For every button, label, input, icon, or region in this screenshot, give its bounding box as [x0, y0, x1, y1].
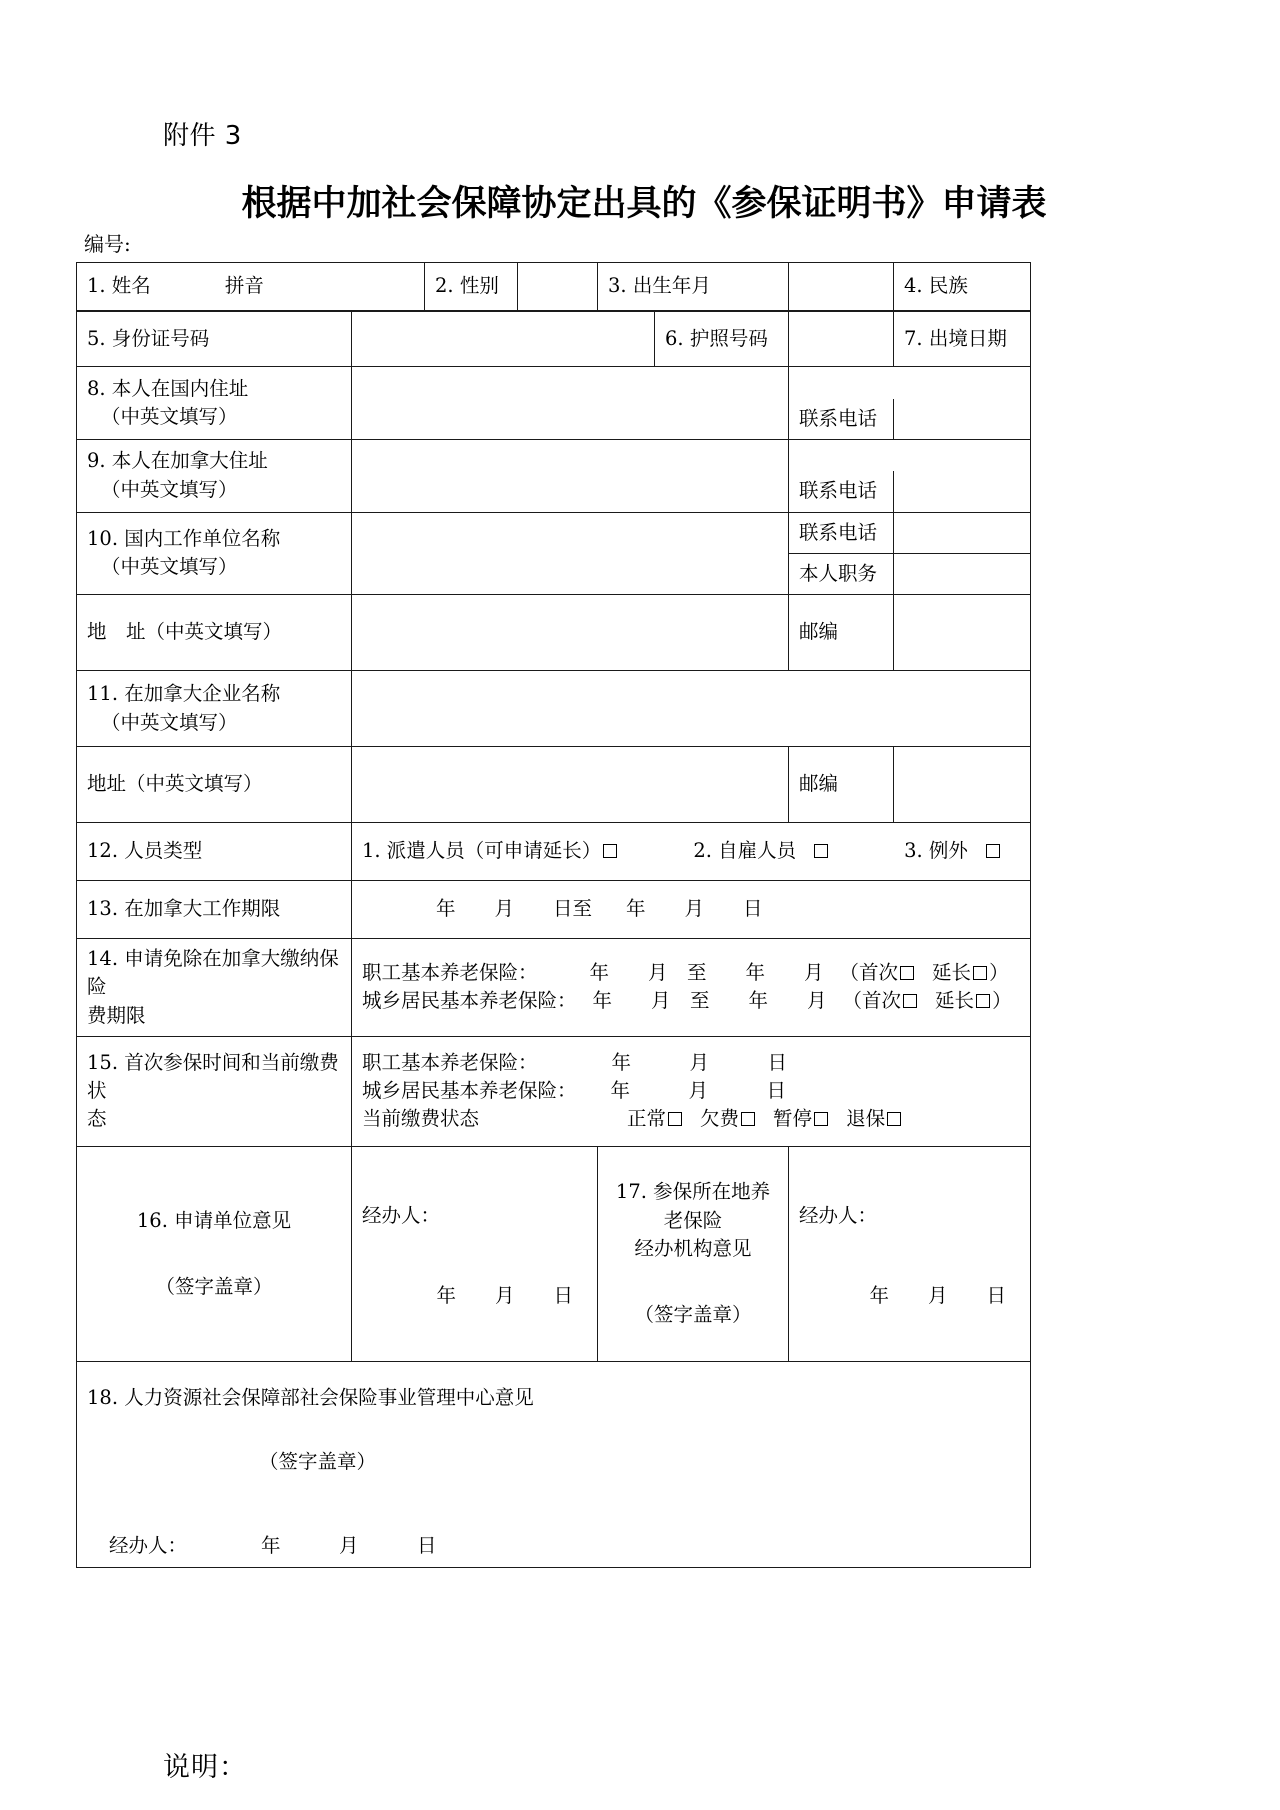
enrollment-employee-pension-line [362, 1049, 1020, 1077]
personnel-type-options [352, 823, 1031, 881]
table-row [77, 881, 1031, 939]
enrollment-resident-pension-date: 年 月 日 [610, 1079, 787, 1103]
table-row [77, 263, 1031, 311]
employer-name-label [77, 512, 352, 595]
canada-company-label-line1: 11. 在加拿大企业名称 [87, 682, 281, 706]
personnel-type-option-2-label: 2. 自雇人员 [693, 839, 797, 863]
personnel-type-label: 12. 人员类型 [77, 823, 352, 881]
canada-phone-label: 联系电话 [789, 471, 894, 512]
enrollment-employee-pension-label: 职工基本养老保险： [362, 1050, 538, 1074]
agency-handler-label: 经办人： [799, 1203, 878, 1227]
employer-name-label-line1: 10. 国内工作单位名称 [87, 527, 281, 551]
exemption-employee-extend-checkbox[interactable] [973, 966, 987, 980]
enrollment-status-label-line1: 15. 首次参保时间和当前缴费状 [87, 1050, 339, 1103]
table-row [77, 367, 1031, 399]
domestic-phone-spacer [789, 367, 1031, 399]
position-value[interactable] [894, 553, 1031, 594]
domestic-phone-value[interactable] [894, 399, 1031, 440]
mohrss-handler-line [87, 1532, 1020, 1560]
table-row [77, 312, 1031, 367]
canada-company-postcode-value[interactable] [894, 747, 1031, 823]
table-row [77, 939, 1031, 1037]
mohrss-date-line: 年 月 日 [261, 1534, 437, 1558]
enrollment-resident-pension-label: 城乡居民基本养老保险： [362, 1079, 577, 1103]
table-row [77, 512, 1031, 553]
personnel-type-option-1-checkbox[interactable] [603, 844, 617, 858]
mohrss-handler-label: 经办人： [109, 1534, 188, 1558]
exemption-resident-pension-line [362, 987, 1020, 1015]
exemption-period-label [77, 939, 352, 1037]
applicant-opinion-signature-cell[interactable] [352, 1146, 598, 1361]
gender-label: 2. 性别 [425, 263, 518, 311]
canada-address-label [77, 439, 352, 512]
birth-label: 3. 出生年月 [598, 263, 789, 311]
employer-postcode-label: 邮编 [789, 595, 894, 671]
id-number-value[interactable] [352, 312, 655, 367]
gender-value[interactable] [518, 263, 598, 311]
applicant-handler-label: 经办人： [362, 1203, 441, 1227]
agency-opinion-title-cell [598, 1146, 789, 1361]
domestic-address-label-line2: （中英文填写） [101, 404, 238, 428]
employer-phone-label: 联系电话 [789, 512, 894, 553]
canada-address-label-line1: 9. 本人在加拿大住址 [87, 449, 268, 473]
mohrss-sign-note: （签字盖章） [259, 1450, 377, 1474]
table-row [77, 595, 1031, 671]
table-row [77, 1036, 1031, 1146]
current-payment-status-label: 当前缴费状态 [362, 1107, 480, 1131]
payment-status-withdrawn-checkbox[interactable] [887, 1112, 901, 1126]
exemption-resident-close-paren: ） [992, 989, 1012, 1013]
birth-value[interactable] [789, 263, 894, 311]
exemption-resident-first-label: （首次 [842, 989, 902, 1013]
canada-company-label-line2: （中英文填写） [101, 710, 238, 734]
page-title: 根据中加社会保障协定出具的《参保证明书》申请表 [241, 184, 1047, 224]
exemption-resident-first-checkbox[interactable] [903, 994, 917, 1008]
domestic-address-label-line1: 8. 本人在国内住址 [87, 376, 249, 400]
agency-opinion-title-line2: 经办机构意见 [634, 1236, 752, 1260]
exemption-period-label-line1: 14. 申请免除在加拿大缴纳保险 [87, 947, 339, 999]
position-label: 本人职务 [789, 553, 894, 594]
exemption-employee-close-paren: ） [989, 961, 1009, 985]
agency-date-line: 年 月 日 [869, 1283, 1007, 1307]
exemption-employee-extend-label: 延长 [932, 961, 972, 985]
employer-phone-value[interactable] [894, 512, 1031, 553]
exemption-employee-pension-label: 职工基本养老保险： [362, 961, 538, 985]
table-row [77, 747, 1031, 823]
applicant-opinion-sign-note: （签字盖章） [155, 1274, 273, 1298]
work-period-label: 13. 在加拿大工作期限 [77, 881, 352, 939]
application-form [76, 262, 1030, 1568]
employer-postcode-value[interactable] [894, 595, 1031, 671]
payment-status-arrears-label: 欠费 [700, 1107, 740, 1131]
personnel-type-option-2-checkbox[interactable] [814, 844, 828, 858]
mohrss-opinion-cell[interactable] [77, 1361, 1031, 1567]
payment-status-arrears-checkbox[interactable] [741, 1112, 755, 1126]
payment-status-normal-label: 正常 [627, 1107, 667, 1131]
canada-company-label [77, 671, 352, 747]
enrollment-status-value [352, 1036, 1031, 1146]
payment-status-normal-checkbox[interactable] [668, 1112, 682, 1126]
personnel-type-option-1-label: 1. 派遣人员（可申请延长） [362, 839, 602, 863]
serial-number-label: 编号: [84, 232, 131, 256]
applicant-opinion-title-cell [77, 1146, 352, 1361]
exemption-employee-pension-line [362, 959, 1020, 987]
exit-date-label: 7. 出境日期 [894, 312, 1031, 367]
id-number-label: 5. 身份证号码 [77, 312, 352, 367]
canada-company-value[interactable] [352, 671, 1031, 747]
agency-opinion-title-line1: 17. 参保所在地养老保险 [615, 1180, 771, 1232]
enrollment-status-label-line2: 态 [87, 1107, 107, 1131]
canada-company-postcode-label: 邮编 [789, 747, 894, 823]
exemption-employee-first-label: （首次 [839, 961, 899, 985]
payment-status-suspended-checkbox[interactable] [814, 1112, 828, 1126]
mohrss-opinion-title: 18. 人力资源社会保障部社会保险事业管理中心意见 [87, 1385, 534, 1409]
exemption-period-value [352, 939, 1031, 1037]
canada-address-value[interactable] [352, 439, 789, 512]
pinyin-label: 拼音 [224, 274, 264, 298]
canada-phone-value[interactable] [894, 471, 1031, 512]
exemption-period-label-line2: 费期限 [87, 1003, 146, 1027]
work-period-from: 年 月 日至 [436, 897, 593, 921]
employer-name-value[interactable] [352, 512, 789, 595]
employer-name-label-line2: （中英文填写） [101, 555, 238, 579]
personnel-type-option-3-checkbox[interactable] [986, 844, 1000, 858]
domestic-address-label [77, 367, 352, 440]
exemption-employee-first-checkbox[interactable] [900, 966, 914, 980]
attachment-number: 附件 3 [163, 121, 242, 151]
exemption-resident-extend-checkbox[interactable] [976, 994, 990, 1008]
ethnicity-label: 4. 民族 [894, 263, 1031, 311]
canada-phone-spacer [789, 439, 1031, 471]
work-period-value[interactable] [352, 881, 1031, 939]
table-row [77, 439, 1031, 471]
domestic-address-value[interactable] [352, 367, 789, 440]
exemption-resident-extend-label: 延长 [935, 989, 975, 1013]
exemption-resident-pension-label: 城乡居民基本养老保险： [362, 989, 577, 1013]
enrollment-employee-pension-date: 年 月 日 [611, 1050, 788, 1074]
applicant-opinion-title: 16. 申请单位意见 [136, 1208, 292, 1232]
canada-company-address-value[interactable] [352, 747, 789, 823]
payment-status-suspended-label: 暂停 [773, 1107, 813, 1131]
employer-address-label: 地 址（中英文填写） [77, 595, 352, 671]
applicant-date-line: 年 月 日 [436, 1283, 574, 1307]
agency-opinion-signature-cell[interactable] [789, 1146, 1031, 1361]
table-row [77, 823, 1031, 881]
employer-address-value[interactable] [352, 595, 789, 671]
cell-name [77, 263, 425, 311]
instructions-label: 说明： [163, 1752, 247, 1783]
exemption-resident-pension-dates: 年 月 至 年 月 [592, 989, 827, 1013]
personnel-type-option-3-label: 3. 例外 [904, 839, 968, 863]
table-row [77, 671, 1031, 747]
current-payment-status-line [362, 1105, 1020, 1133]
table-row [77, 1146, 1031, 1361]
enrollment-status-label [77, 1036, 352, 1146]
form-table [76, 262, 1031, 1568]
passport-value[interactable] [789, 312, 894, 367]
canada-address-label-line2: （中英文填写） [101, 477, 238, 501]
passport-label: 6. 护照号码 [655, 312, 789, 367]
enrollment-resident-pension-line [362, 1077, 1020, 1105]
table-row [77, 1361, 1031, 1567]
exemption-employee-pension-dates: 年 月 至 年 月 [589, 961, 824, 985]
payment-status-withdrawn-label: 退保 [846, 1107, 886, 1131]
agency-opinion-sign-note: （签字盖章） [634, 1303, 752, 1327]
canada-company-address-label: 地址（中英文填写） [77, 747, 352, 823]
domestic-phone-label: 联系电话 [789, 399, 894, 440]
work-period-to: 年 月 日 [626, 897, 763, 921]
name-label: 1. 姓名 [87, 274, 151, 298]
